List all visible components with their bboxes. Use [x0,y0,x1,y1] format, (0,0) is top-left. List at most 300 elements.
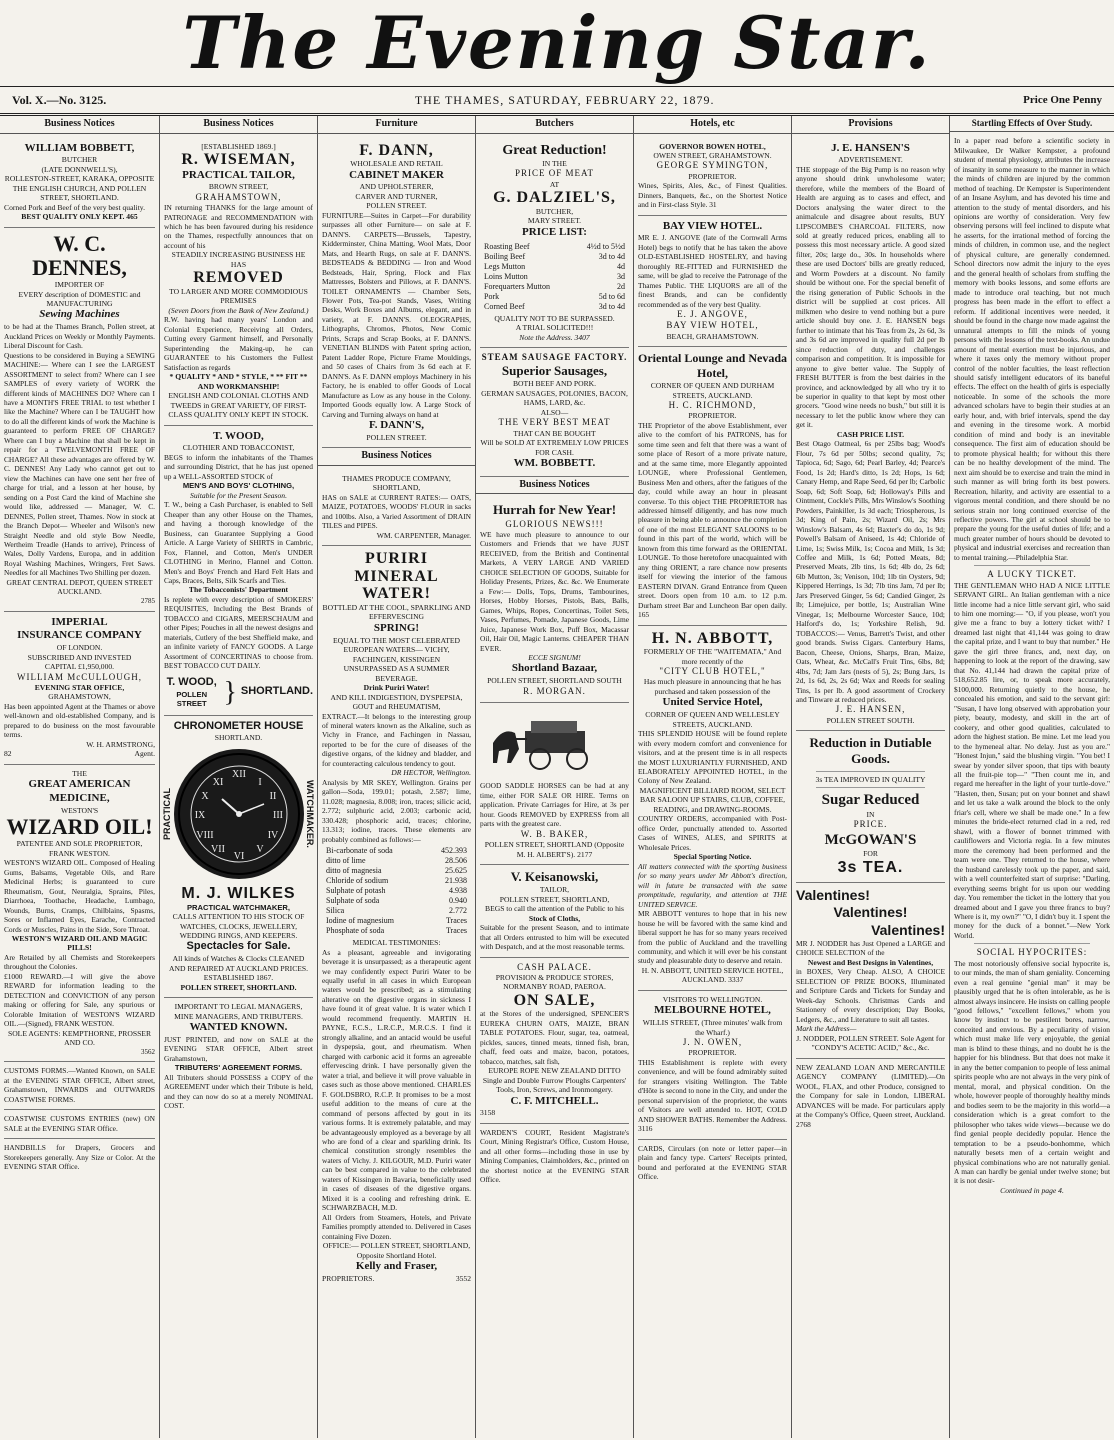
ad-subtitle: PROPRIETOR. [688,411,737,421]
ad-text: CALLS ATTENTION TO HIS STOCK OF WATCHES, CLOCKS, JEWELLERY, WEDDING RINGS, AND KEEPERS. [172,912,305,940]
ad-subtitle: WHOLESALE AND RETAIL [350,159,443,169]
ad-text: Agent. [134,749,155,759]
nz-loan-ad: NEW ZEALAND LOAN AND MERCANTILE AGENCY COMPANY (LIMITED).—On WOOL, FLAX, and other Produce, consigned to the Company for sale in London, LIBERAL ADVANCES will be made. For particulars apply at the Company's Office, Queen street, Auckland. 2768 [796,1062,945,1129]
ad-highlight: Sugar Reduced [821,792,920,809]
ad-text: Are Retailed by all Chemists and Storekeepers throughout the Colonies. [4,952,155,972]
ad-text: BEST QUALITY ONLY KEPT. 465 [21,212,138,222]
dateline [0,87,1114,116]
svg-text:III: III [272,809,283,821]
ad-title: Oriental Lounge and Nevada Hotel, [638,351,788,381]
ad-text: JUST PRINTED, and now on SALE at the EVENING STAR OFFICE, Albert street Grahamstown, [164,1034,313,1063]
ad-title: W. C. DENNES, [32,230,127,280]
ad-subtitle: PROPRIETOR. [688,1048,737,1058]
tributers-ad [164,998,313,1115]
ad-text: PATENTEE AND SOLE PROPRIETOR, FRANK WESTON. [16,839,143,858]
ad-title: Hurrah for New Year! [492,502,617,518]
svg-text:VII: VII [210,843,225,855]
svg-text:XII: XII [231,768,246,780]
ad-title: Valentines! [833,904,908,920]
ad-text: Analysis by MR SKEY, Wellington. Grains per gallon—Soda, 199.01; potash, 2.587; lime, 11.028; magnesia, 8.008; iron, traces; silicic acid, 2.772; sulphuric acid, 2.003; carbonic acid, 330.428; phosphoric acid, traces; chlorine, 13.313; iodine, traces. These elements are probably combined as follows:— [322,777,471,844]
row-label: Bi-carbonate of soda [326,846,393,856]
column-6 [792,116,950,1438]
handbills-ad: HANDBILLS for Drapers, Grocers and Storekeepers generally. Any Size or Color. At the EVENING STAR Office. [4,1143,155,1172]
price-row [484,252,625,262]
price-row [484,302,625,312]
ad-text: ESTABLISHED 1867. [203,973,274,983]
ad-signature: Kelly and Fraser, [355,1260,438,1273]
column-heading: Furniture [318,116,475,134]
article-heading: Startling Effects of Over Study. [950,116,1114,132]
row-label: ditto of lime [326,856,366,866]
side-label: PRACTICAL [162,787,173,840]
ad-text: Note the Address. 3407 [519,332,590,342]
row-label: Phosphate of soda [326,926,385,936]
row-label: Iodine of magnesium [326,916,394,926]
ad-address: POLLEN STREET, SHORTLAND. [180,982,297,992]
ad-address: POLLEN STREET SOUTH. [826,715,915,725]
row-value: 2d [617,281,625,291]
bay-view-ad [638,216,787,347]
ad-text: QUALITY NOT TO BE SURPASSED. [494,313,615,323]
row-label: Corned Beef [484,301,525,311]
column-heading: Hotels, etc [634,116,791,134]
oriental-lounge-ad [638,347,787,626]
ad-highlight: ON SALE, [513,991,596,1009]
ad-subtitle: PRACTICAL TAILOR, [182,168,295,181]
svg-text:II: II [269,790,276,802]
ad-highlight: Sewing Machines [39,308,120,321]
row-value: 3d to 4d [598,301,625,311]
ad-title: WIZARD OIL! [6,814,153,840]
bazaar-ad [480,498,629,703]
ad-address: POLLEN STREET, SHORTLAND SOUTH [487,676,622,686]
ad-text: All kinds of Watches & Clocks CLEANED AND REPAIRED AT AUCKLAND PRICES. [168,954,309,973]
ad-highlight: MEN'S AND BOYS' CLOTHING, [182,481,295,491]
ad-title: W. B. BAKER, [520,828,589,839]
ad-highlight: TRIBUTERS' AGREEMENT FORMS. [174,1063,303,1073]
row-label: Loins Mutton [484,271,528,281]
ad-text: EQUAL TO THE MOST CELEBRATED EUROPEAN WATERS— VICHY, FACHINGEN, KISSINGEN [333,635,460,664]
ad-subtitle: OF LONDON. [56,643,103,653]
row-label: Chloride of sodium [326,876,389,886]
row-label: Sulphate of potash [326,886,386,896]
bobbett-ad [4,138,155,228]
ad-text: BEGS to inform the inhabitants of the Thames and surrounding District, that he has just opened up a WELL-ASSORTED STOCK of [164,452,313,481]
analysis-table [326,846,467,936]
baker-ad [480,703,629,865]
ad-title: Reduction in Dutiable [809,735,932,751]
row-label: Legs Mutton [484,261,526,271]
ad-text: 3s TEA IMPROVED IN QUALITY [815,774,926,784]
ad-title: GOVERNOR BOWEN HOTEL, [659,141,766,151]
ad-title: INSURANCE COMPANY [17,629,142,642]
ad-signature: W. H. ARMSTRONG, [86,739,155,749]
ad-text: Questions to be considered in Buying a SEWING MACHINE:— Where can I see the LARGEST ASSORTMENT to select from? Where can I see SAMPLES of every variety of WORK the different kinds of MACHINES DO? Where can I have a MONTH'S FREE TRIAL to test whether I like the Machine? Where can I be TAUGHT how to do all the different kinds of work the Machine is guaranteed to perform FREE OF CHARGE? Where can I buy a Machine that shall be kept in repair for a TWELVEMONTH FREE OF CHARGE? All these advantages are offered by W. C. DENNES! Any Lady who cannot get out to view the Machines can have one sent her free of charge for trial, and a lesson at her house, by sending on a Post Card the kind of Machine she would like, addressed — Manager, W. C. DENNES, Pollen street, Thames. Now in stock at the Branch Depot— Wheeler and Wilson's new Straight Needle and old style Bow Needle, Wertheim Treadle (Hands to arrive), Princess of Wales, Dolly Vardens, Europa, and in addition Royal Washing Machines, Wringers, Fret Saws. Needles for all Machines Two Shilling per dozen. [4,350,155,578]
ad-text: UNSURPASSED AS A SUMMER BEVERAGE. [343,664,450,683]
hansen-ad [796,138,945,732]
ad-address: BEACH, GRAHAMSTOWN. [666,331,759,341]
ad-text: THE Proprietor of the above Establishment, ever alive to the comfort of his PATRONS, has for some time seen and felt that there was a want of some place of Resort of a more private nature, and at the same time, more Elegantly appointed LOUNGE, where Professional Gentlemen, Business Men and others, after the fatigues of the day, could while away an hour in pleasant converse. To this object THE PROPRIETOR has addressed himself diligently, and has now much pleasure in being able to announce the completion of one of the most ELEGANT SALOONS to be found in this part of the world, which will be known from this time forward as the ORIENTAL LOUNGE. To those heretofore unacquainted with any thing ORIENT, a rare chance now presents itself for viewing the interior of the famous EASTERN DIVAN. Grand Entrance from Queen street. Doors open from 10 a.m. to 12 p.m. Durham street Bar and Luncheon Bar open daily. 165 [638,420,787,620]
ad-title: McGOWAN'S [824,831,917,848]
price-row [484,242,625,252]
ad-signature: J. N. OWEN, [682,1037,743,1048]
row-value: Traces [445,926,467,936]
ad-subtitle: AND UPHOLSTERER, [359,182,434,192]
row-value: 4.938 [449,886,467,896]
ad-text: HAS on SALE at CURRENT RATES:— OATS, MAIZE, POTATOES, WOODS' FLOUR in sacks and 100lbs. Also, a Varied Assortment of DRAIN TILES and PIPES. [322,492,471,531]
ad-highlight: THE VERY BEST MEAT [498,417,611,428]
ad-text: to be had at the Thames Branch, Pollen street, at Auckland Prices on Weekly or Monthly Payments. Liberal Discount for Cash. [4,322,155,351]
ad-highlight: The Tobacconists' Department [188,585,289,595]
imperial-insurance-ad [4,612,155,765]
ad-text: MR ABBOTT ventures to hope that in his new house he will be favored with the same kind and liberal support he has for so many years received from the public of Auckland and the travelling community, and which it will ever be his constant study and pleasurable duty to deserve and retain. [638,909,787,966]
ad-address: POLLEN STREET [176,689,208,709]
mcgowan-ad [796,731,945,882]
ad-address: SHORTLAND. [214,733,263,743]
ad-title: Valentines! [871,921,945,938]
ad-subtitle: BAY VIEW HOTEL, [666,320,759,331]
puriri-ad [322,546,471,1288]
row-label: Sulphate of soda [326,896,380,906]
ad-title: Superior Sausages, [501,363,608,379]
ad-text: MR E. J. ANGOVE (late of the Cornwall Arms Hotel) begs to notify that he has taken the above OLD-ESTABLISHED HOSTELRY, and having thoroughly RE-FITTED and FURNISHED the same, will be glad to receive the Patronage of the Thames Public. THE LIQUORS are all of the finest Brands, and can be confidently recommended as of the very best Quality. [638,233,787,309]
ad-text: FORMERLY OF THE "WAITEMATA," And more recently of the [643,647,782,666]
ad-text: (LATE DONNWELL'S), [41,164,118,174]
customs-forms-ad: CUSTOMS FORMS.—Wanted Known, on SALE at the EVENING STAR OFFICE, Albert street, Grahamstown, INWARDS and OUTWARDS COASTWISE FORMS. [4,1062,155,1110]
ad-highlight: SPRING! [373,621,420,634]
ad-title: PURIRI MINERAL WATER! [354,550,439,603]
continued-note: Continued in page 4. [1000,1185,1064,1195]
column-5 [634,116,792,1438]
ad-title: GEORGE SYMINGTON, [656,160,769,171]
ad-address: POLLEN STREET, SHORTLAND (Opposite M. H. ALBERT'S). 2177 [484,840,625,859]
ad-text: £1000 REWARD.—I will give the above REWARD for information leading to the DETECTION and CONVICTION of any person making or offering for Sale, any spurious or Colorable Imitation of WESTON'S WIZARD OIL.—(Signed), FRANK WESTON. [4,971,155,1029]
ad-highlight: Spectacles for Sale. [186,940,291,953]
ad-highlight: 3s TEA. [837,858,904,876]
united-service-ad [638,626,787,991]
ad-highlight: CASH PRICE LIST. [836,429,905,439]
row-value: 25.625 [445,866,467,876]
ad-subtitle: WESTON'S [60,805,99,815]
ad-text: As a pleasant, agreeable and invigorating beverage it is unsurpassed; as a therapeutic agent we may confidently expect Puriri Water to be equally useful in all cases in which European waters would be prescribed; as a stimulating alterative on the digestive organs in sickness I have found it of great value. It is water which I would recommend frequently. MARTIN H. PAYNE, F.C.S., L.R.C.P., M.R.C.S. I find it strongly alkaline, and an antacid would be useful in dyspepsia, gout, and rheumatism. When charged with carbonic acid it forms an agreeable effervescing drink. I have personally given the water a trial, and believe it will prove valuable in cases such as those above mentioned. CHARLES F. GOLDSBRO, R.C.P. It promises to be a most useful addition to the means of cure at the command of persons affected by gout in its various forms. It is extremely palatable, and may be advantageously employed as a beverage by all who are fond of a clear and sparkling drink. Its chemical constitution strongly resembles the waters of Vichy. J. KILGOUR, M.D. Puriri water can be best compared in value to the celebrated waters of Kissingen in Bavaria, beneficially used in cases of diseases of the digestive organs. Mixed it is a cooling and refreshing drink. E. SCHWARZBACH, M.D. [322,947,471,1213]
ad-subtitle: PRACTICAL WATCHMAKER, [186,902,291,912]
ad-title: GREAT AMERICAN MEDICINE, [28,778,131,804]
ad-title: THAMES PRODUCE COMPANY, SHORTLAND, [342,473,451,493]
svg-text:V: V [255,843,264,855]
ad-text: EVERY description of DOMESTIC and MANUFACTURING [18,289,141,308]
issue-date: THE THAMES, SATURDAY, FEBRUARY 22, 1879. [414,92,715,107]
ad-text: PROPRIETORS. [322,1273,375,1283]
column-3 [318,116,476,1438]
svg-text:IX: IX [194,809,205,821]
ad-text: All Orders from Steamers, Hotels, and Private Families promptly attended to. Delivered in Cases containing Five Dozen. [322,1212,471,1241]
row-value: 0.940 [449,896,467,906]
t-wood-ad [164,426,313,716]
ad-subtitle: PRICE OF MEAT [514,168,594,179]
ad-signature: DR HECTOR, Wellington. [391,768,471,778]
coastwise-ad: COASTWISE CUSTOMS ENTRIES (new) ON SALE at the EVENING STAR Office. [4,1110,155,1139]
ad-text: All Tributers should POSSESS a COPY of the AGREEMENT under which their Tribute is held, and they can now do so at a merely NOMINAL COST. [164,1072,313,1111]
table-row [326,906,467,916]
ad-text: ENGLISH AND COLONIAL CLOTHS AND TWEEDS in GREAT VARIETY, OF FIRST-CLASS QUALITY ONLY KEPT IN STOCK. [168,391,309,420]
ad-text: IN returning THANKS for the large amount of PATRONAGE and RECOMMENDATION with which he has been favoured during his residence on the Thames, respectfully announces that on account of his [164,203,313,250]
ad-text: Suitable for the present Season, and to intimate that all Orders entrusted to him will be executed with Despatch, and at the most reasonable terms. [480,923,629,952]
cash-palace-ad [480,958,629,1124]
table-row [326,886,467,896]
ad-highlight: Newest and Best Designs in Valentines, [807,957,934,967]
ad-text: ALSO— [540,407,569,417]
ad-text: SUBSCRIBED AND INVESTED [27,652,132,662]
ad-address: MARY STREET. [527,216,582,226]
column-7 [950,116,1114,1438]
ad-signature: E. J. ANGOVE, [677,309,748,320]
ad-text: THAT CAN BE BOUGHT [513,428,596,438]
ad-title: IMPERIAL [51,615,108,628]
ad-address: POLLEN STREET. [366,201,427,211]
ad-text: MAGNIFICENT BILLIARD ROOM, SELECT BAR SALOON UP STAIRS, CLUB, COFFEE, READING, and DRAWING-ROOMS. [639,785,786,814]
ad-subtitle: BOTTLED AT THE COOL, SPARKLING AND EFFERVESCING [322,602,471,622]
ad-address: OFFICE:— POLLEN STREET, SHORTLAND, Opposite Shortland Hotel. [322,1241,471,1260]
ad-subtitle: BUTCHER [61,155,98,165]
ad-text: WE have much pleasure to announce to our Customers and Friends that we have JUST RECEIVED, from the British and Continental Markets, A VERY LARGE AND VARIED CHOICE SELECTION OF GOODS, Suitable for Holiday Presents, Prizes, &c. &c. We Enumerate a Few:— Dolls, Tops, Drums, Tambourines, Horses, Hobby Horses, Pistols, Bats, Balls, Games, Whips, Ropes, Concertinas, Toilet Sets, Vases, Perfumes, Pomade, Japanese Goods, Lime Juice, Japanese Work Box, Puff Box, Macassar Oil, Hair Oil, Magic Lanterns. CHEAPER THAN EVER. [480,529,629,653]
row-label: Boiling Beef [484,251,526,261]
melbourne-hotel-ad [638,991,787,1140]
row-value: 3d [617,271,625,281]
ad-text: Will be SOLD AT EXTREMELY LOW PRICES FOR CASH. [480,438,629,457]
volume-number: Vol. X.—No. 3125. [12,92,107,107]
wood-logo [164,675,313,710]
table-row [326,916,467,926]
table-row [326,846,467,856]
ad-title: Shortland Bazaar, [511,662,598,675]
masthead [0,0,1114,87]
row-value: 4d [617,261,625,271]
svg-text:XI: XI [212,776,223,788]
ad-text: Has much pleasure in announcing that he has purchased and taken possession of the [643,677,782,696]
ad-highlight: Stock of Cloths, [528,913,581,923]
ad-title: BAY VIEW HOTEL. [662,219,763,232]
ad-text: FURNITURE—Suites in Carpet—For durability surpasses all other Furniture— on sale at F. DANN'S. CARPETS—Brussels, Tapestry, Kidderminster, China Matting, Wool Mats, Door Mats, and Hearth Rugs, on sale at F. DANN'S. BEDSTEADS & BEDDING — Iron and Wood Bedsteads, Hair, Spring, Flock and Flax Mattresses, Bolsters and Pillows, at F. DANN'S. TOILET ORNAMENTS — Chamber Sets, Flower Pots, Tea-pot Stands, Vases, Writing Desks, Work Boxes and Albums, elegant, and in variety, at F. DANN'S. OLEOGRAPHS, Lithographs, Chromos, Photos, New Comic Prints, Scraps and Scrap Books, at F. DANN'S. VENETIAN BLINDS with Patent spring action, Patent Ladder Rope, Picture Frame Mouldings, and 50 cases of Chairs from 3s 6d each at F. DANN'S. As F. DANN employs Machinery in his Factory, he is enabled to offer Goods of Local Manufacture as Low as any house in the Colony. Imported Goods equally low. A Large Stock of Carving and Turning always on hand at [322,210,471,419]
column-2 [160,116,318,1438]
ad-text: Suitable for the Present Season. [190,490,287,500]
newspaper-title: The Evening Star. [182,0,932,85]
valentines-ad [796,883,945,1059]
ad-title: H. N. ABBOTT, [651,629,774,647]
ad-signature: J. E. HANSEN, [835,704,906,715]
divider [974,565,1090,566]
issue-price: Price One Penny [1023,94,1102,106]
ad-title: J. E. HANSEN'S [831,141,910,154]
ad-address: POLLEN STREET, SHORTLAND, [499,894,610,904]
ad-text: Single and Double Furrow Ploughs Carpenters' Tools, Iron, Screws, and Ironmongery. [482,1075,627,1095]
divider [974,943,1090,944]
ad-text: Has been appointed Agent at the Thames or above well-known and old-established Company, and is prepared to do business on the most favourable terms. [4,701,155,740]
ad-text: THE [72,768,87,778]
ad-number: 3158 [480,1108,496,1118]
price-list [484,242,625,312]
column-heading: Provisions [792,116,949,134]
ad-title: WILLIAM BOBBETT, [24,141,135,154]
ad-text: EUROPE ROPE NEW ZEALAND DITTO [488,1066,621,1076]
clock-icon [174,749,304,879]
ad-signature: J. NODDER, POLLEN STREET. Sole Agent for "CONDY'S ACETIC ACID," &c., &c. [796,1033,945,1053]
ad-highlight: Drink Puriri Water! [363,683,430,693]
ad-title: M. J. WILKES [181,884,296,902]
ad-highlight: Special Sporting Notice. [673,852,752,862]
ad-highlight: * QUALITY * AND * STYLE, * ** FIT ** AND WORKMANSHIP! [169,372,308,391]
ad-title: MELBOURNE HOTEL, [654,1004,771,1017]
ad-subtitle: CLOTHIER AND TOBACCONIST, [182,443,295,453]
ad-text: PRICE. [853,819,888,830]
ad-text: Mark the Address— [796,1024,857,1034]
ad-text: A TRIAL SOLICITED!!! [515,323,594,333]
ad-text: AT [549,179,560,189]
ad-footer [322,1274,471,1283]
section-heading: Business Notices [318,448,475,466]
ad-subtitle: CABINET MAKER [349,168,444,181]
row-label: ditto of magnesia [326,866,382,876]
clock-block [164,743,313,885]
svg-text:I: I [257,776,262,788]
ad-text: MR J. NODDER has Just Opened a LARGE and CHOICE SELECTION of the [796,939,945,958]
ad-address: CORNER OF QUEEN AND WELLESLEY STREETS, AUCKLAND. [645,710,780,729]
row-label: Forequarters Mutton [484,281,550,291]
divider [816,787,925,788]
ad-highlight: WESTON'S WIZARD OIL AND MAGIC PILLS! [11,933,148,953]
ad-text: THIS SPLENDID HOUSE will be found replete with every modern comfort and convenience for visitors, and at the present time is in all respects the MOST LUXURIANTLY FURNISHED, AND ELABORATELY APPOINTED HOTEL, in the Colony of New Zealand. [638,729,787,786]
ad-signature: WM. CARPENTER, Manager. [376,530,471,540]
ad-title: R. WISEMAN, [181,150,296,168]
ad-subtitle: EVENING STAR OFFICE, [34,682,125,692]
row-value: 2.772 [449,906,467,916]
article-text: The most notoriously offensive social hypocrite is, to our minds, the man of sham geniality. Concerning even a real genuine "genial man" it may be plausibly urged that he is often intolerable, as he is almost always insincere. He insists on calling people "good fellows," "excellent fellows," whom you know by instinct to be pestilent bores, narrow, conceited and envious. By a peculiarity of vision which must make life very enjoyable, the genial man is blind to these things, and no doubt he is the happier for his blindness. But that does not make it in any the better companion to people of less animal spirits people who are not always in the very pink of mental, moral, and physical condition. On the whole, however people of thoroughly healthy minds and bodies seem to be the majority in this world—a consideration which is a great comfort to the philosopher who takes wide views—because we do find genial people decidedly popular. Hence the temptation to be a pseudo-bonhomme, which naturally besets men of a certain weight and physical combinations who are not naturally genial. A man can hardly be genial under twelve stone; but it is not desir- [954,958,1110,1186]
dann-ad [322,138,471,449]
ad-number: 3552 [455,1273,471,1283]
warden-court-ad: WARDEN'S COURT, Resident Magistrate's Court, Mining Registrar's Office, Custom House, and all other forms—including those in use by Mining Companies, Claimholders, &c., printed on the shortest notice at the EVENING STAR Office. [480,1127,629,1185]
ad-subtitle: CARVER AND TURNER, [355,191,438,201]
row-value: 4½d to 5½d [586,241,625,251]
ad-text: in BOXES, Very Cheap. ALSO, A CHOICE SELECTION OF PRIZE BOOKS, Illuminated and Scripture Cards and Tickets for Sunday and Week-day Schools. Christmas Cards and Stationery of every description; Day Books, Ledgers, &c., and Literature to suit all tastes. [796,967,945,1024]
ad-text: Is replete with every description of SMOKERS' REQUISITES, Including the Best Brands of TOBACCO and CIGARS, MEERSCHAUM and other Pipes; Pouches in all the newest designs and materials, Cutlery of the best Sheffield make, and an infinite variety of FANCY GOODS. A Large Assortment of CONCERTINAS to choose from. BEST TOBACCO CUT DAILY. [164,594,313,671]
ad-text: SOLE AGENTS: KEMPTHORNE, PROSSER AND CO. [7,1028,152,1048]
ad-address: WILLIS STREET, (Three minutes' walk from the Wharf.) [642,1018,783,1037]
table-row [326,866,467,876]
ad-text: EXTRACT.—It belongs to the interesting group of mineral waters known as the Alkaline, such as Vichy in France, and Fachingen in Nassau, reported to be for the cure of diseases of the digestive organs, of the kidney and bladder, and for counteracting calculous tendency to gout. [322,711,471,768]
ad-text: (Seven Doors from the Bank of New Zealand.) [168,305,309,315]
row-label: Roasting Beef [484,241,530,251]
price-row [484,262,625,272]
ad-title: STEAM SAUSAGE FACTORY. [481,351,628,362]
ad-address: GRAHAMSTOWN, [195,191,282,202]
ad-text: STEADILY INCREASING BUSINESS HE HAS [171,250,306,269]
row-value: 452.393 [441,846,467,856]
ad-text: Wines, Spirits, Ales, &c., of Finest Qualities. Dinners, Banquets, &c., on the Shortest Notice and in First-class Style. 31 [638,181,787,210]
ad-text: FOR [863,849,878,859]
column-4 [476,116,634,1438]
article-text: THE GENTLEMAN WHO HAD A NICE LITTLE SERVANT GIRL. An Italian gentleman with a nice little income had a nice little servant girl, who said to him one morning:— "O, if you please, won't you give me a franc to buy a lottery ticket with? I dreamed last night that 41,144 was going to draw the capital prize, and I want to buy that number." He gave the girl three francs, and, next day, on happening to look at the report of the drawing, saw that No. 41,144 had drawn the capital prize of 518,652.85 lire, or, to speak more accurately, $100,000. Returning quietly to the house, he concealed his emotion, and said to the servant girl: "Susan, I have long observed with approbation your piety, beauty, modesty, and skill in the art of cookery, and other good qualities, calculated to adorn the highest station. Be mine. Let me lead you to the hymeneal altar. No delay. Just as you are." "Honest Injun," said the blushing virgin. "You bet! I swear by yonder silver spoon, that tips with beauty all the fruit-pie top—" "Then count me in, and regard me hereafter in the light of your turtle-dove." "Hasten, then, Susan; put on your bonnet and shawl and let us take a walk around the block to the only friar's cell, where we shall be made one." In a few minutes the bride-elect returned clad in a red, red shawl, with a flower of bonnet trimmed with cauliflowers and Victoria regia. In a few minutes more the ceremony had been performed and the team were one. They returned to the house, where the husband carelessly took up the paper, and said, with a well counterfeited start of surprise: "Darling, everything seems bright for us upon our wedding day. You remember the ticket in the lottery that you dreamed about and I gave you three francs to buy? Where is it, my own?" "O, I didn't buy it. I spent the money for the duck of a bonnet."—New York World. [954,580,1110,940]
row-label: Silica [326,906,345,916]
article-text: In a paper read before a scientific society in Milwaukee, Dr Walker Kempster, a profound student of mental physiology, attributes the increase of insanity in some measure to the manner in which the minds of children are injured by the common method of teaching. Dr Kempster is Superintendent of an Insane Asylum, and has devoted his time and attention to the study of mental disorders, and his opinions are worthy of consideration. Very few observing persons will feel inclined to dispute what he asserts, for the irrational method of forcing the minds of children, in common use, and the neglect of physical culture, are generally condemned. School directors now admit the injury to the eyes and the general health of scholars from stuffing the memory with books lessons, and some efforts are made to introduce oral teaching, but not much progress has been made in the effort to effect a reform. If additional incentives were needed, it should be found in the charge now made against the unnatural attempts to fill the minds of young persons with the lessons of the text-books. An undue amount of mental exertion must be injurious, and where it taxes only the memory without proper control of the nobler faculties, the least reflection should satisfy intelligent educators of its baneful effects. The effect on the health of girls is especially noticeable. In some of the schools the more advanced scholars have to begin their studies at an early hour, and, with brief intervals, spend the day and evening in the tiresome work. A morbid condition of mind and body is an inevitable consequence. The first aim of education should be to promote physical health; for without this there can be no healthy development of the mind. The next aim should be to exercise and train the mind in such manner as will bring forth its best powers. Recreation, hilarity, and activity are essential to a vigorous mental condition, and there should be no serious strain nor long continued exercise of the reflective powers. The girl at school should be to prepare the young for the useful duties of life; and a much greater number of hours should be devoted to physical and industrial exercises and recreation than to mental training.—Philadelphia Star. [954,136,1110,562]
ad-highlight: REMOVED [193,269,284,287]
keisanowski-ad [480,865,629,958]
carriage-icon [485,713,625,773]
columns [0,116,1114,1438]
column-heading: Business Notices [160,116,317,134]
column-1 [0,116,160,1438]
ad-text: T. W., being a Cash Purchaser, is enabled to Sell Cheaper than any other House on the Thames, and having a thorough knowledge of the Business, can Guarantee Supplying a Good Article. A Large Variety of SHIRTS in Cambric, Fox, Flannel, and Cotton, Men's UNDER CLOTHING in Merino, Flannel and Cotton. Men's and Boys' French and Hard Felt Hats and Caps, Braces, Belts, Silk Scarfs and Ties. [164,500,313,586]
ad-text: TO LARGER AND MORE COMMODIOUS PREMISES [169,286,308,306]
ad-text: R.W. having had many years' London and Colonial Experience, Receiving all Orders, Cutting every Garment himself, and Personally Superintending the Making-up, he can GUARANTEE to his Customers the Fullest Satisfaction as regards [164,315,313,372]
ad-text: WESTON'S WIZARD OIL. Composed of Healing Gums, Balsams, Vegetable Oils, and Rare Medicinal Herbs; is guaranteed to cure Rheumatism, Gout, Neuralgia, Sprains, Piles, Diarrhoea, Toothache, Headache, Lumbago, Wounds, Burns, Cramps, Chilblains, Spasms, Sores or Inflamed Eyes, Earache, Contracted Cords or Muscles, Pains in the Side, Sore Throat. [4,858,155,934]
ad-title: Goods. [851,751,890,767]
ad-address: GRAHAMSTOWN, [48,692,111,702]
ad-text: BEGS to call the attention of the Public to his [485,904,624,914]
column-heading: Butchers [476,116,633,134]
ad-title: F. DANN, [359,141,434,159]
ad-signature: F. DANN'S, [369,419,424,432]
ad-number: 2785 [141,596,155,605]
ad-text: ECCE SIGNUM! [528,652,581,662]
row-value: Traces [445,916,467,926]
ad-address: BROWN STREET, [208,182,269,192]
ad-text: IN THE [542,159,567,168]
table-row [326,876,467,886]
price-row [484,292,625,302]
ad-title: G. DALZIEL'S, [493,189,616,207]
ad-subtitle: BOTH BEEF AND PORK. [512,379,597,389]
sausage-factory-ad [480,348,629,477]
ad-title: WILLIAM McCULLOUGH, [17,671,142,682]
article-heading: SOCIAL HYPOCRITES: [976,947,1088,958]
table-row [326,896,467,906]
price-row [484,282,625,292]
ad-address: SHORTLAND. [240,685,313,698]
ad-title: T. WOOD, [166,675,217,688]
ad-text: [ESTABLISHED 1869.] [201,141,276,151]
price-row [484,272,625,282]
ad-subtitle: MEDICAL TESTIMONIES: [352,938,441,948]
ad-address: CORNER OF QUEEN AND DURHAM STREETS, AUCKLAND. [650,381,775,400]
ad-signature: C. F. MITCHELL. [510,1094,599,1107]
table-row [326,856,467,866]
cards-ad: CARDS, Circulars (on note or letter paper—in plain and fancy type. Carters' Receipts printed, bound and perforated at the EVENING STAR Office. [638,1143,787,1181]
ad-text: Corned Pork and Beef of the very best quality. [4,202,146,212]
ad-subtitle: "CITY CLUB HOTEL," [659,666,766,677]
chronometer-ad [164,716,313,998]
side-label: WATCHMAKER. [304,780,315,848]
ad-subtitle: ADVERTISEMENT. [838,155,903,165]
svg-text:X: X [200,790,209,802]
ad-footer [4,749,155,758]
ad-address: ROLLESTON-STREET, KARAKA, OPPOSITE THE ENGLISH CHURCH, AND POLLEN STREET, SHORTLAND. [4,174,155,203]
ad-text: THIS Establishment is replete with every convenience, and will be found admirably suited for strangers visiting Wellington. The Table d'Hôte is second to none in the City, and under the personal supervision of the proprietor, the wants of Visitors are well attended to. HOT, COLD AND SHOWER BATHS. Remember the Address. 3116 [638,1057,787,1134]
ad-text: CAPITAL £1,950,000. [44,662,115,672]
svg-text:VIII: VIII [195,829,214,841]
wizard-oil-ad [4,765,155,1063]
svg-text:IV: IV [267,829,278,841]
brace-icon: } [223,676,237,708]
ad-highlight: WANTED KNOWN. [189,1021,288,1034]
thames-produce-ad [322,470,471,546]
ad-number: 82 [4,749,12,759]
ad-text: THE stoppage of the Big Pump is no reason why anyone should drink unwholesome water; therefore, while the members of the Board of Health are arguing as to cases and effect, and Doctors analysing the water direct to the animalcule and disagree about results, BUY LIPSCOMBE'S CHARCOAL FILTERS, now sold at greatly reduced prices, enabling all to possess this most necessary article. A good sized filter, 20s; large do., 30s. In households where these are used Doctors' bills are greatly reduced, and Worm Powders at a discount. No family should be without one. For the special benefit of the rising generation of Public Schools in the district will be supplied at cost prices. All milkmen who desire to vend nothing but a pure article should buy one. J. E. HANSEN begs further to intimate that his Teas from 2s, 2s 6d, 3s and 3s 6d are improved in quality full 2d per lb since reduction of duty, and challenges comparison and competition. It is impossible for anyone to give better value. The Supply of FRESH BUTTER is from the best dairies in the province, and acknowledged by all who try it to be superior in quality to that kept by most other grocers. "Good wine needs no bush," but still it is necessary to let the public know where they can get it. [796,164,945,430]
ad-title: T. WOOD, [213,429,264,442]
row-value: 5d to 6d [598,291,625,301]
column-heading: Business Notices [0,116,159,134]
row-value: 28.506 [445,856,467,866]
ad-subtitle: GLORIOUS NEWS!!! [505,518,604,529]
dalziel-ad [480,138,629,348]
